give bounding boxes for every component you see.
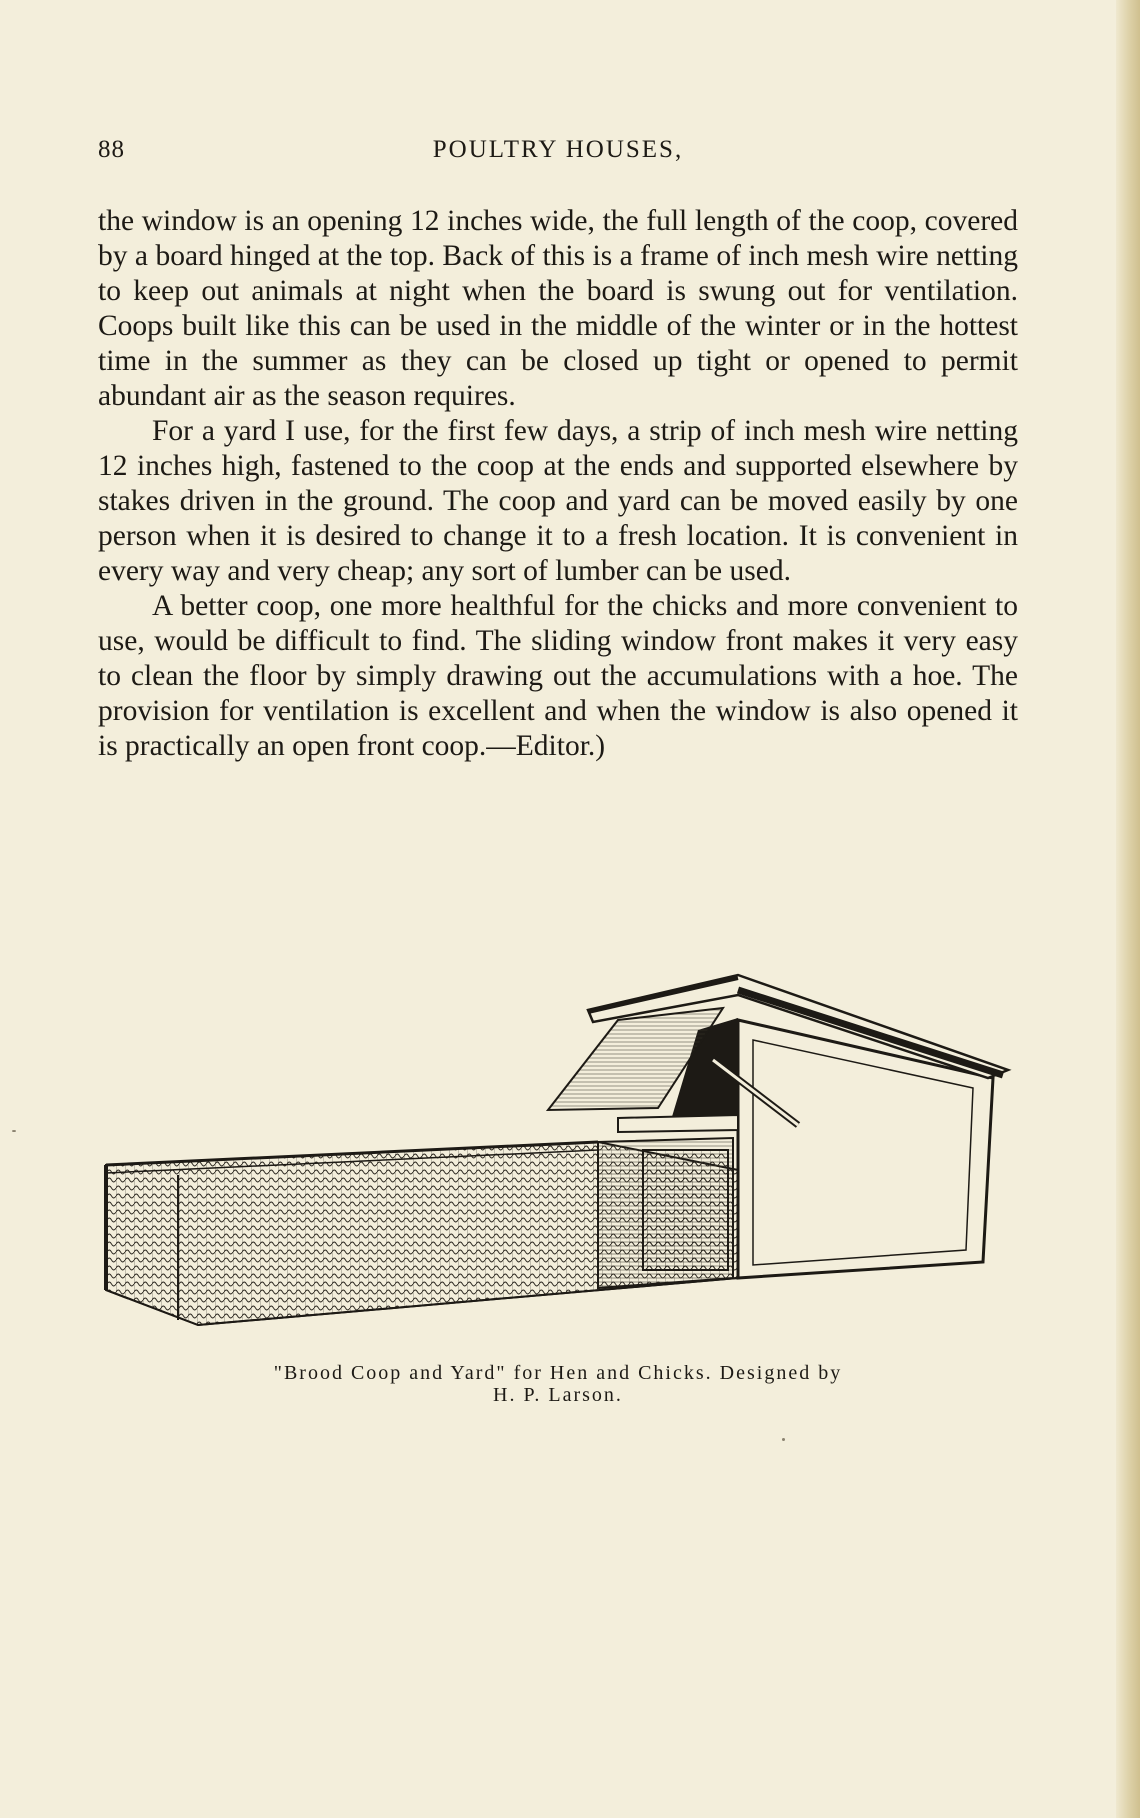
figure-caption bbox=[118, 1362, 998, 1406]
caption-line-2: H. P. Larson. bbox=[493, 1384, 623, 1406]
paper-speck bbox=[782, 1438, 785, 1441]
paper-speck bbox=[12, 1130, 16, 1132]
body-text bbox=[98, 204, 1018, 764]
coop-body bbox=[548, 975, 1008, 1288]
paragraph-3: A better coop, one more healthful for the chicks and more convenient to use, would be difficult to find. The sliding window front makes it very easy to clean the floor by simply drawing out the accumulations with a hoe. The provision for ventilation is excellent and when the window is also opened it is practically an open front coop.—Editor.) bbox=[98, 590, 1018, 762]
brood-coop-illustration bbox=[98, 960, 1018, 1330]
running-title: POULTRY HOUSES, bbox=[432, 136, 684, 163]
page-number: 88 bbox=[98, 136, 125, 163]
paragraph-2: For a yard I use, for the first few days, a strip of inch mesh wire netting 12 inches high, fastened to the coop at the ends and supported elsewhere by stakes driven in the ground. The coop and yard can be moved easily by one person when it is desired to change it to a fresh location. It is convenient in every way and very cheap; any sort of lumber can be used. bbox=[98, 415, 1018, 587]
coop-drawing bbox=[98, 960, 1018, 1330]
page-edge bbox=[1116, 0, 1140, 1818]
running-head bbox=[98, 136, 1018, 170]
paragraph-1: the window is an opening 12 inches wide, the full length of the coop, covered by a board hinged at the top. Back of this is a frame of inch mesh wire netting to keep out animals at night when the board is swung out for ventilation. Coops built like this can be used in the middle of the winter or in the hottest time in the summer as they can be closed up tight or opened to permit abundant air as the season requires. bbox=[98, 205, 1018, 412]
caption-line-1: "Brood Coop and Yard" for Hen and Chicks. Designed by bbox=[273, 1362, 843, 1384]
